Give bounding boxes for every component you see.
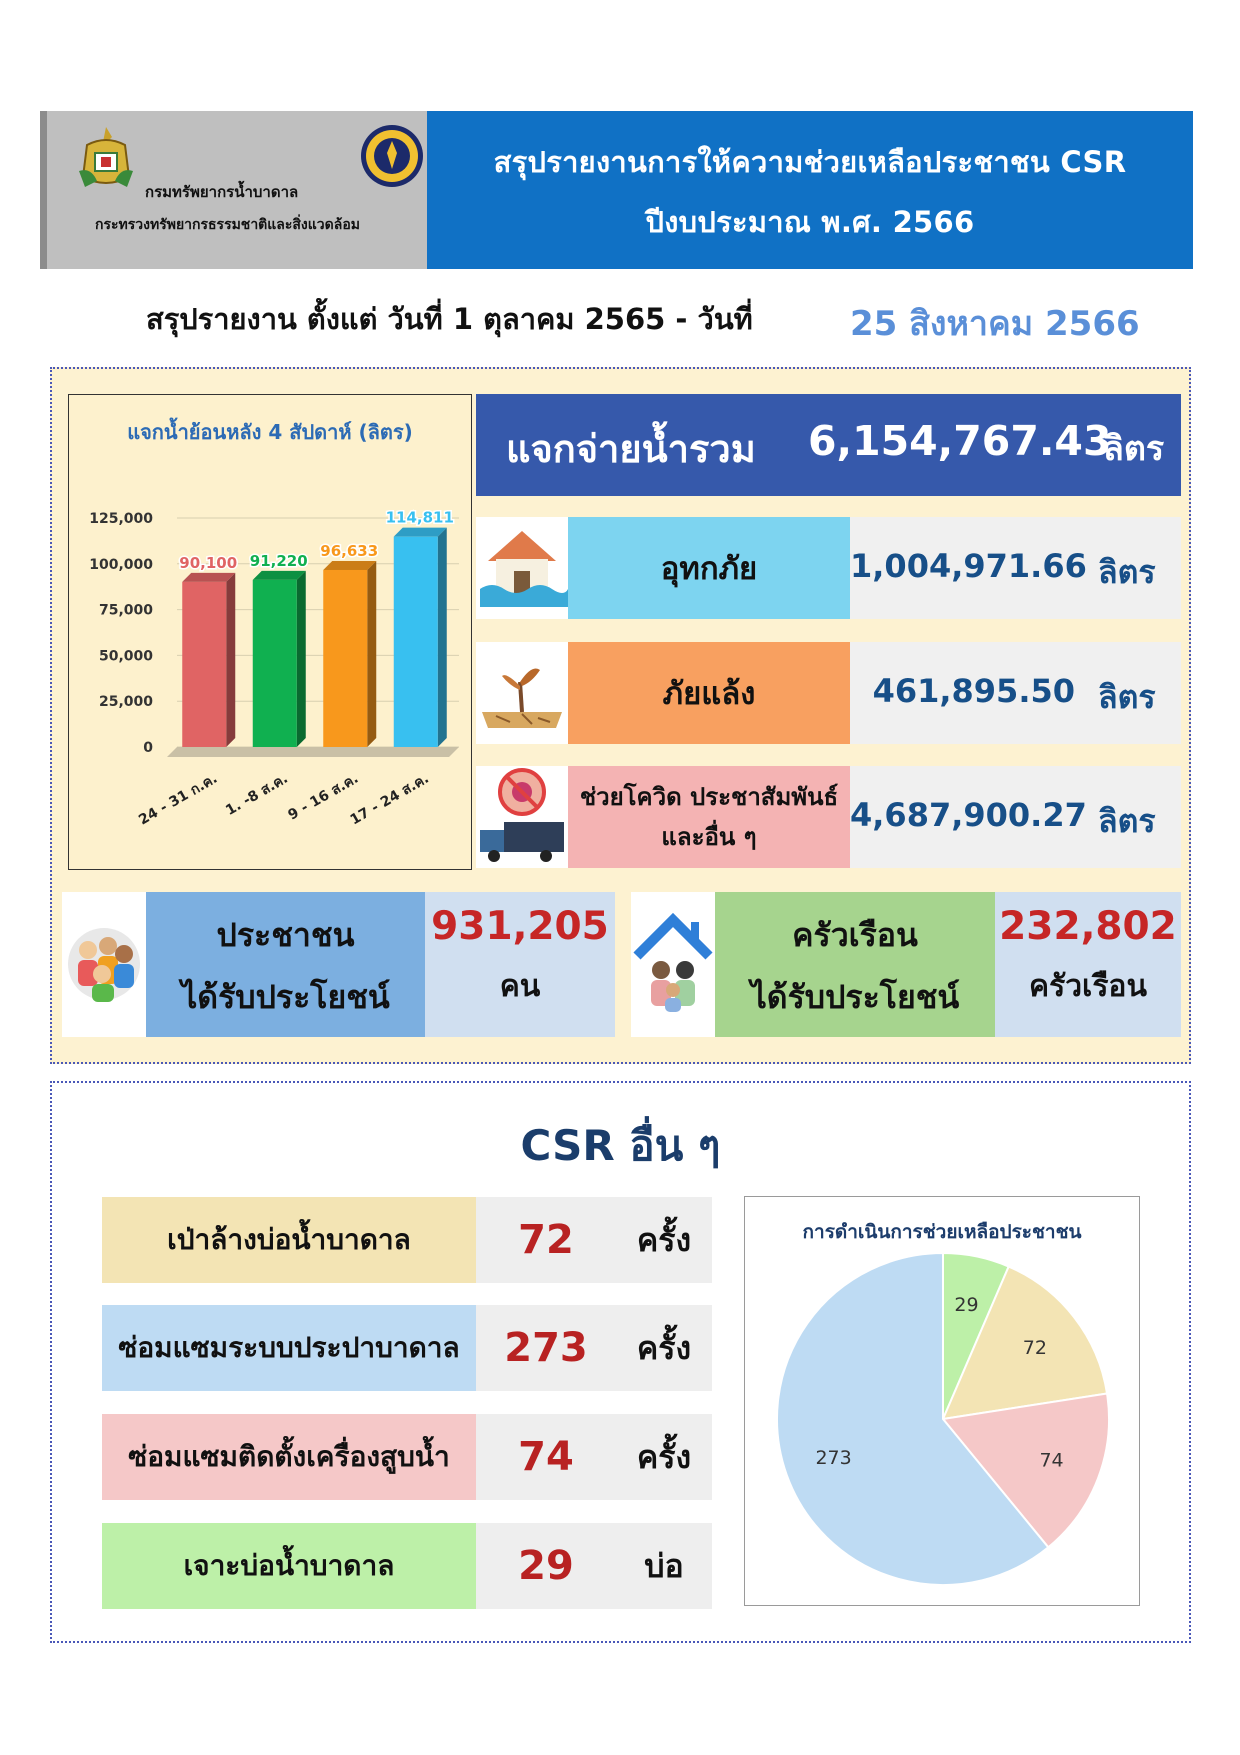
crowd-icon [62, 892, 146, 1037]
bar [182, 582, 226, 747]
csr-count: 29 [518, 1543, 574, 1589]
bar-top [182, 573, 235, 582]
csr-count: 74 [518, 1434, 574, 1480]
y-tick-label: 25,000 [98, 694, 153, 711]
csr-label: ซ่อมแซมติดตั้งเครื่องสูบน้ำ [102, 1414, 476, 1500]
csr-unit: ครั้ง [636, 1437, 692, 1476]
csr-label: เจาะบ่อน้ำบาดาล [102, 1523, 476, 1609]
y-tick-label: 125,000 [89, 511, 153, 527]
household-label [715, 892, 995, 1037]
x-tick-label: 9 - 16 ส.ค. [285, 770, 362, 824]
covid-truck-icon [476, 766, 568, 868]
total-unit: ลิตร [1103, 429, 1165, 469]
pie-slice-label: 74 [1039, 1449, 1064, 1472]
x-tick-label: 24 - 31 ก.ค. [136, 770, 221, 829]
csr-label: เป่าล้างบ่อน้ำบาดาล [102, 1197, 476, 1283]
bar [323, 570, 367, 747]
bar-value-label: 114,811 [385, 508, 454, 527]
category-value: 4,687,900.27 [850, 796, 1087, 834]
category-unit: ลิตร [1098, 678, 1156, 716]
org-name: กรมทรัพยากรน้ำบาดาล [145, 183, 299, 201]
household-count: 232,802 [999, 904, 1177, 949]
people-label-line1: ประชาชน [216, 916, 355, 954]
drought-tree-icon [476, 642, 568, 744]
csr-label: ซ่อมแซมระบบประปาบาดาล [102, 1305, 476, 1391]
people-beneficiary-card [62, 892, 615, 1037]
x-tick-label: 17 - 24 ส.ค. [347, 770, 432, 829]
people-unit: คน [499, 969, 541, 1004]
category-name: อุทกภัย [568, 517, 850, 619]
y-tick-label: 75,000 [98, 602, 153, 619]
csr-row [102, 1414, 712, 1500]
y-tick-label: 100,000 [89, 556, 153, 573]
chart-floor [167, 747, 459, 757]
csr-row [102, 1305, 712, 1391]
category-row-drought [476, 642, 1181, 744]
bar-side [367, 561, 376, 747]
household-beneficiary-card [631, 892, 1181, 1037]
csr-row [102, 1523, 712, 1609]
bar-side [438, 528, 447, 747]
bar-side [297, 571, 306, 747]
weekly-water-chart [68, 394, 472, 870]
pie-slice-label: 29 [954, 1294, 979, 1317]
pie-slice-label: 72 [1022, 1336, 1047, 1359]
ministry-name: กระทรวงทรัพยากรธรรมชาติและสิ่งแวดล้อม [95, 217, 360, 233]
bar-side [226, 573, 235, 747]
title-banner [427, 111, 1193, 269]
water-distribution-section [50, 367, 1191, 1064]
csr-unit: ครั้ง [636, 1328, 692, 1367]
category-row-covid [476, 766, 1181, 868]
household-unit: ครัวเรือน [1029, 969, 1147, 1004]
people-count: 931,205 [431, 904, 609, 949]
household-label-line2: ได้รับประโยชน์ [750, 978, 960, 1016]
total-water-banner [476, 394, 1181, 496]
department-crest-icon [75, 125, 137, 195]
chart-title: แจกน้ำย้อนหลัง 4 สัปดาห์ (ลิตร) [127, 420, 413, 444]
ministry-seal-icon [359, 123, 425, 189]
category-unit: ลิตร [1098, 802, 1156, 840]
csr-count: 72 [518, 1217, 574, 1263]
bar-top [394, 528, 447, 537]
category-name: ช่วยโควิด ประชาสัมพันธ์ และอื่น ๆ [568, 766, 850, 868]
category-value: 461,895.50 [872, 672, 1075, 710]
report-end-date: 25 สิงหาคม 2566 [850, 304, 1140, 344]
category-value: 1,004,971.66 [850, 547, 1087, 585]
category-name: ภัยแล้ง [568, 642, 850, 744]
people-label [146, 892, 425, 1037]
bar [394, 537, 438, 747]
fiscal-year: ปีงบประมาณ พ.ศ. 2566 [645, 205, 975, 239]
household-value-box [995, 892, 1181, 1037]
pie-slice-label: 273 [815, 1447, 852, 1470]
flood-house-icon [476, 517, 568, 619]
bar [253, 580, 297, 747]
bar-value-label: 91,220 [249, 551, 308, 570]
report-period: สรุปรายงาน ตั้งแต่ วันที่ 1 ตุลาคม 2565 - วันที่ [146, 302, 753, 336]
family-home-icon [631, 892, 715, 1037]
csr-other-section [50, 1081, 1191, 1643]
category-unit: ลิตร [1098, 553, 1156, 591]
bar-top [323, 561, 376, 570]
household-label-line1: ครัวเรือน [792, 916, 918, 954]
total-label: แจกจ่ายน้ำรวม [506, 427, 756, 471]
org-banner [40, 111, 427, 269]
bar-top [253, 571, 306, 580]
x-tick-label: 1. -8 ส.ค. [223, 770, 291, 819]
csr-count: 273 [504, 1325, 588, 1371]
report-title: สรุปรายงานการให้ความช่วยเหลือประชาชน CSR [493, 145, 1127, 179]
bar-value-label: 90,100 [179, 553, 238, 572]
y-tick-label: 0 [143, 740, 153, 756]
csr-row [102, 1197, 712, 1283]
csr-unit: ครั้ง [636, 1220, 692, 1259]
bar-chart [69, 395, 473, 871]
total-value: 6,154,767.43 [808, 417, 1112, 465]
csr-unit: บ่อ [644, 1546, 684, 1585]
people-value-box [425, 892, 615, 1037]
category-row-flood [476, 517, 1181, 619]
y-tick-label: 50,000 [98, 648, 153, 665]
pie-title: การดำเนินการช่วยเหลือประชาชน [802, 1221, 1082, 1243]
bar-value-label: 96,633 [320, 541, 379, 560]
pie-svg [745, 1197, 1141, 1607]
people-label-line2: ได้รับประโยชน์ [181, 978, 390, 1016]
report-header [40, 111, 1193, 269]
csr-other-title: CSR อื่น ๆ [520, 1121, 721, 1170]
assistance-pie-chart [744, 1196, 1140, 1606]
